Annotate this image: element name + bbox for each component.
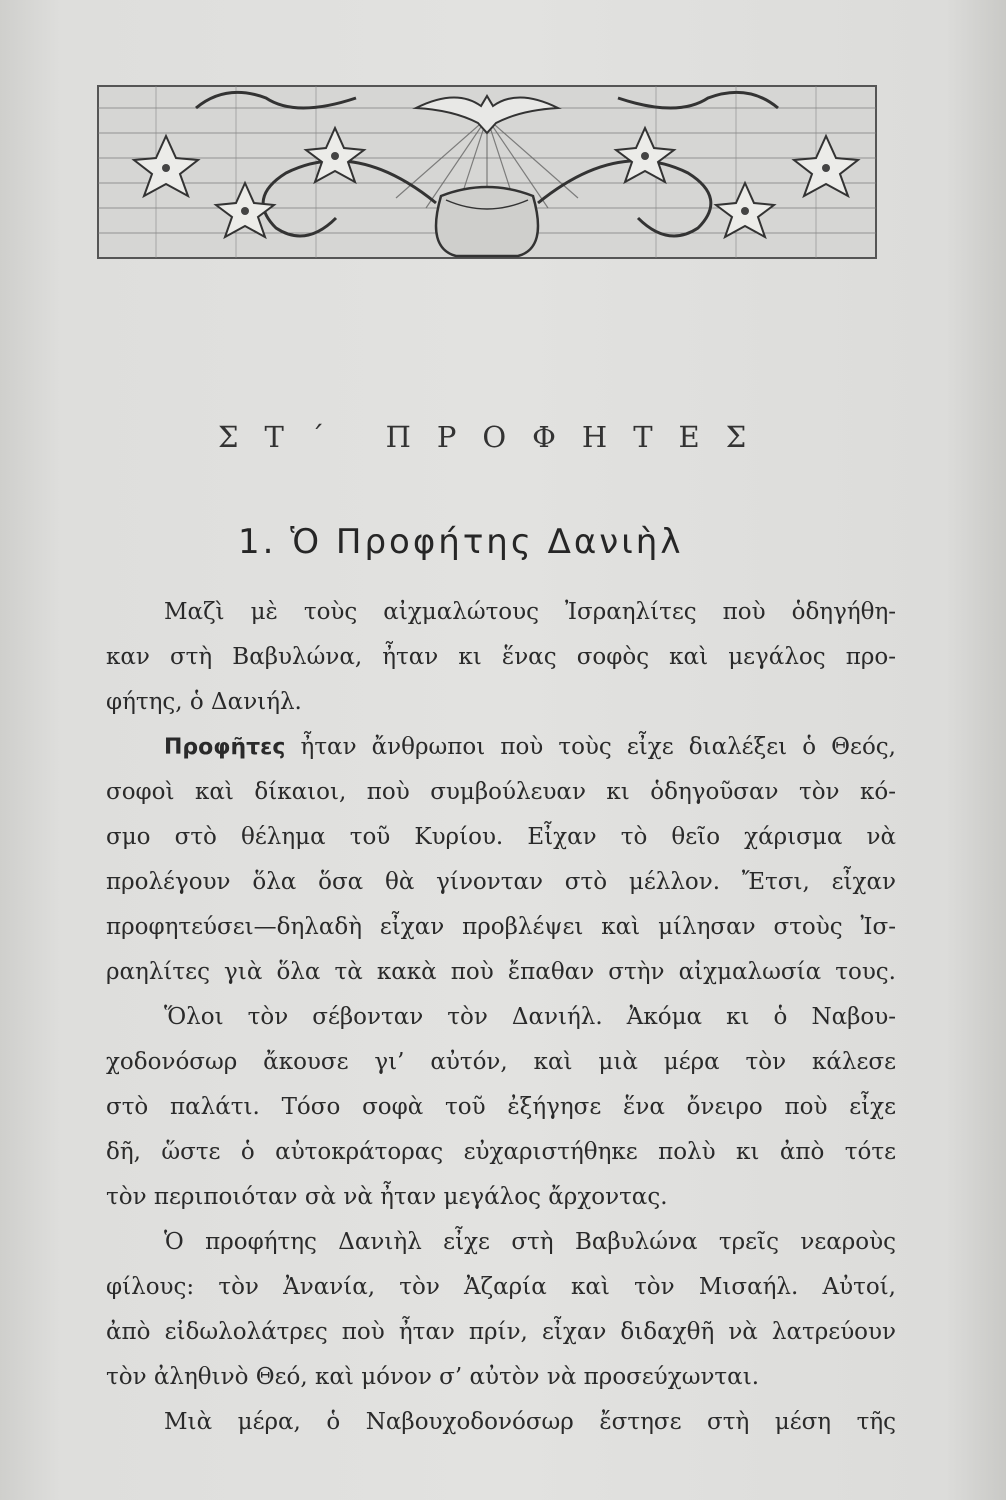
text-line: ραηλίτες γιὰ ὅλα τὰ κακὰ ποὺ ἔπαθαν στὴν αἰχμαλωσία τους.	[106, 959, 896, 985]
text-line	[106, 725, 896, 770]
text-line: Μιὰ μέρα, ὁ Ναβουχοδονόσωρ ἔστησε στὴ μέση τῆς	[164, 1409, 896, 1435]
text-line: τὸν ἀληθινὸ Θεό, καὶ μόνον σ’ αὐτὸν νὰ προσεύχωνται.	[106, 1364, 760, 1390]
text-line: φήτης, ὁ Δανιήλ.	[106, 689, 302, 715]
text-line: καν στὴ Βαβυλώνα, ἦταν κι ἕνας σοφὸς καὶ μεγάλος προ-	[106, 644, 896, 670]
text-line: τὸν περιποιόταν σὰ νὰ ἦταν μεγάλος ἄρχοντας.	[106, 1184, 668, 1210]
decorative-headpiece-dove-vase-flowers	[96, 78, 878, 264]
text-line: προλέγουν ὅλα ὅσα θὰ γίνονταν στὸ μέλλον. Ἔτσι, εἶχαν	[106, 869, 896, 895]
text-line: χοδονόσωρ ἄκουσε γι’ αὐτόν, καὶ μιὰ μέρα τὸν κάλεσε	[106, 1049, 896, 1075]
text-line: ἀπὸ εἰδωλολάτρες ποὺ ἦταν πρίν, εἶχαν διδαχθῆ νὰ λατρεύουν	[106, 1319, 896, 1345]
text-line: Ὅλοι τὸν σέβονταν τὸν Δανιήλ. Ἀκόμα κι ὁ Ναβου-	[164, 1004, 896, 1030]
text-line: Μαζὶ μὲ τοὺς αἰχμαλώτους Ἰσραηλίτες ποὺ ὁδηγήθη-	[164, 599, 896, 625]
text-line: φίλους: τὸν Ἀνανία, τὸν Ἀζαρία καὶ τὸν Μισαήλ. Αὐτοί,	[106, 1274, 896, 1300]
text-line: σμο στὸ θέλημα τοῦ Κυρίου. Εἶχαν τὸ θεῖο χάρισμα νὰ	[106, 824, 896, 850]
text-line: σοφοὶ καὶ δίκαιοι, ποὺ συμβούλευαν κι ὁδηγοῦσαν τὸν κό-	[106, 779, 896, 805]
text-line: δῆ, ὥστε ὁ αὐτοκράτορας εὐχαριστήθηκε πολὺ κι ἀπὸ τότε	[106, 1139, 896, 1165]
section-title: 1. Ὁ Προφήτης Δανιὴλ	[238, 522, 684, 562]
body-text	[106, 590, 896, 1445]
text-line-rest: ἦταν ἄνθρωποι ποὺ τοὺς εἶχε διαλέξει ὁ Θεός,	[285, 734, 896, 760]
text-line: προφητεύσει—δηλαδὴ εἶχαν προβλέψει καὶ μίλησαν στοὺς Ἰσ-	[106, 914, 896, 940]
chapter-heading: ΣΤ΄ ΠΡΟΦΗΤΕΣ	[218, 420, 773, 454]
term-prophets: Προφῆτες	[164, 735, 286, 760]
text-line: Ὁ προφήτης Δανιὴλ εἶχε στὴ Βαβυλώνα τρεῖς νεαροὺς	[164, 1229, 896, 1255]
text-line: στὸ παλάτι. Τόσο σοφὰ τοῦ ἐξήγησε ἕνα ὄνειρο ποὺ εἶχε	[106, 1094, 896, 1120]
